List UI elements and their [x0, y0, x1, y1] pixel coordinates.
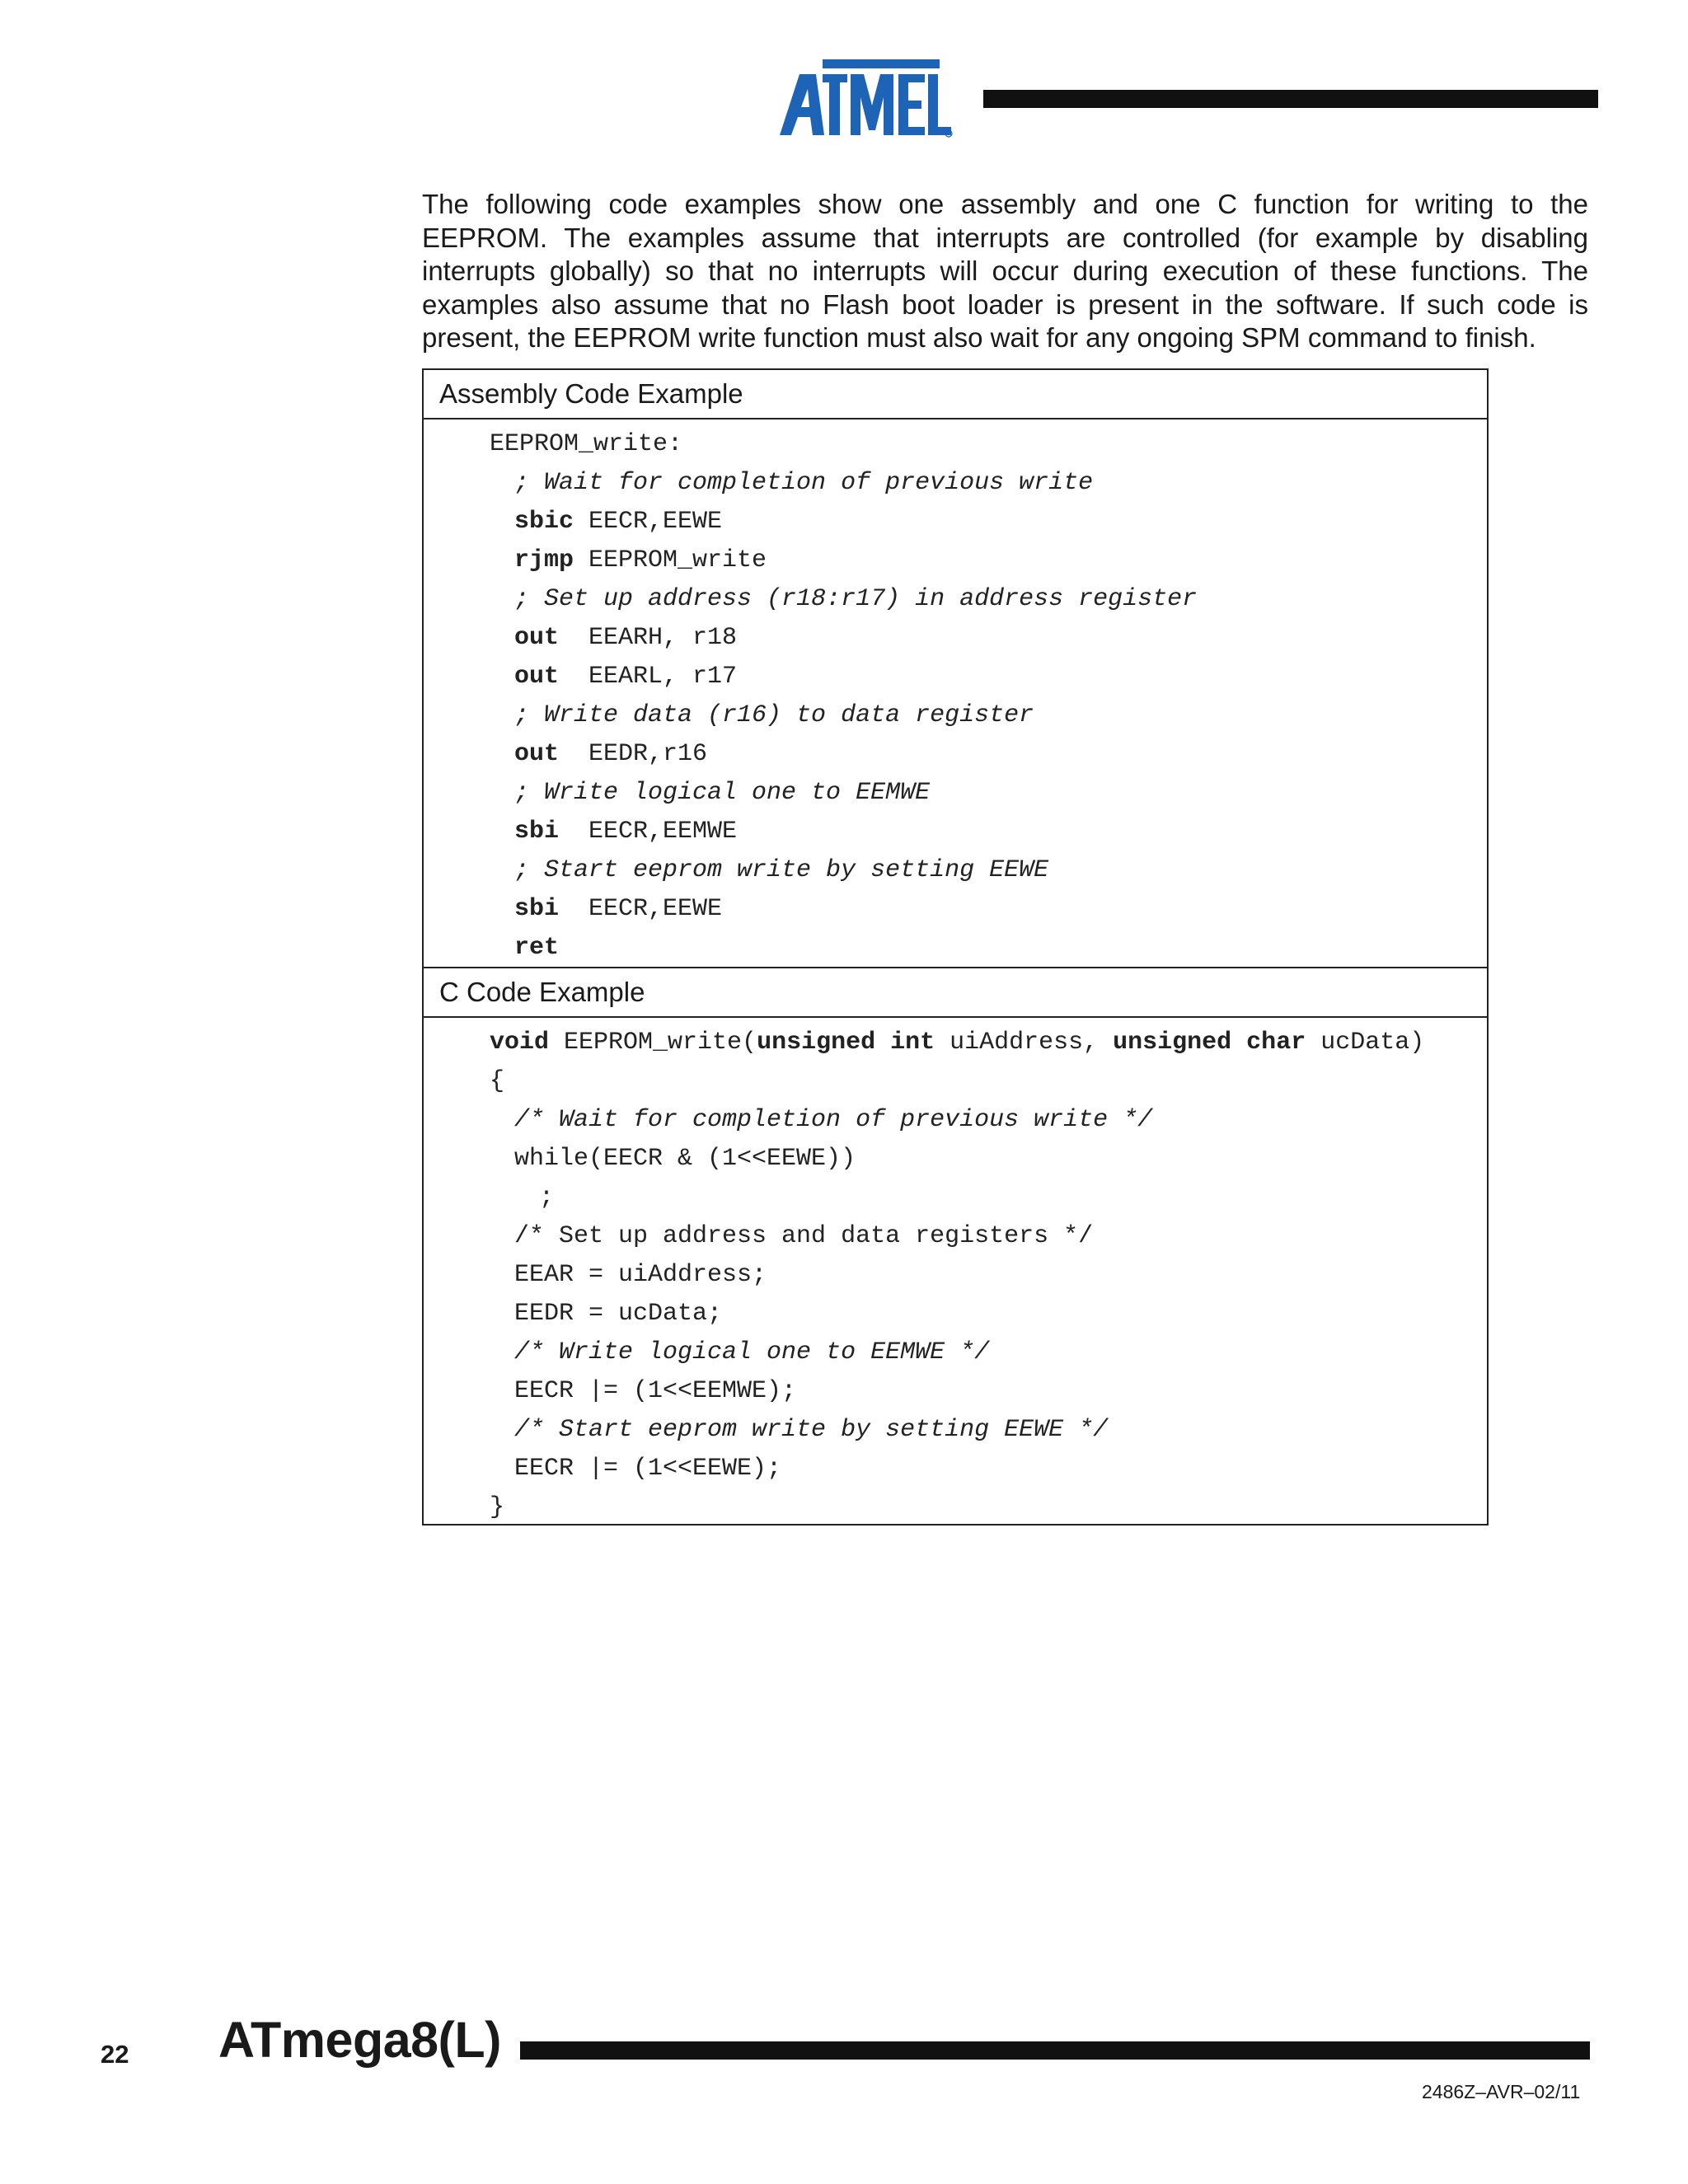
code-line: [514, 1105, 1152, 1135]
code-text: ;: [539, 1183, 555, 1212]
code-line: [490, 429, 682, 459]
code-text: EEDR,r16: [559, 740, 708, 768]
intro-paragraph: The following code examples show one assembly and one C function for writing to the EEPROM. The examples assume that interrupts are controlled (for example by disabling interrupts globally) so that no interrupts will occur during execution of these functions. The examples also assume that no Flash boot loader is present in the software. If such code is present, the EEPROM write function must also wait for any ongoing SPM command to finish.: [422, 189, 1588, 353]
code-keyword: out: [514, 624, 560, 652]
document-code: 2486Z–AVR–02/11: [1422, 2081, 1581, 2102]
code-text: EEARH, r18: [559, 624, 738, 652]
code-text: EECR |= (1<<EEMWE);: [514, 1377, 797, 1405]
code-text: while(EECR & (1<<EEWE)): [514, 1145, 856, 1173]
code-line: [514, 1221, 1093, 1251]
code-line: [514, 817, 737, 846]
code-text: EEDR = ucData;: [514, 1300, 723, 1328]
code-line: [514, 584, 1197, 614]
code-text: EEPROM_write:: [490, 430, 683, 458]
code-keyword: void: [490, 1029, 550, 1057]
page-number: 22: [101, 2040, 129, 2069]
code-line: [490, 1066, 504, 1096]
code-text: ucData): [1306, 1029, 1425, 1057]
code-text: /* Set up address and data registers */: [514, 1222, 1094, 1250]
code-line: [514, 1299, 722, 1329]
header-rule: [983, 90, 1598, 108]
code-line: [514, 468, 1093, 498]
code-text: EEPROM_write: [574, 546, 767, 574]
code-line: [514, 778, 930, 808]
code-comment: /* Wait for completion of previous write */: [514, 1106, 1153, 1134]
code-line: [490, 1028, 1424, 1057]
code-example-table: [422, 368, 1489, 1526]
code-line: [514, 507, 722, 537]
footer-rule: [520, 2041, 1590, 2060]
code-line: [514, 662, 737, 691]
code-keyword: unsigned int: [757, 1029, 935, 1057]
code-keyword: rjmp: [514, 546, 574, 574]
code-text: }: [490, 1493, 505, 1521]
assembly-heading: Assembly Code Example: [439, 378, 743, 409]
code-comment: ; Write data (r16) to data register: [514, 701, 1034, 729]
code-line: [514, 546, 767, 575]
code-comment: /* Write logical one to EEMWE */: [514, 1338, 990, 1366]
code-keyword: unsigned char: [1113, 1029, 1306, 1057]
code-text: EECR,EEWE: [574, 508, 723, 536]
code-text: EECR,EEWE: [559, 895, 723, 923]
code-line: [539, 1183, 554, 1212]
table-divider: [424, 418, 1487, 419]
code-keyword: sbic: [514, 508, 574, 536]
code-keyword: sbi: [514, 818, 560, 846]
code-text: uiAddress,: [935, 1029, 1114, 1057]
document-title: ATmega8(L): [218, 2012, 501, 2068]
code-comment: ; Wait for completion of previous write: [514, 469, 1094, 497]
code-line: [514, 855, 1048, 885]
code-line: [514, 1338, 989, 1367]
code-line: [514, 1415, 1108, 1445]
code-keyword: sbi: [514, 895, 560, 923]
code-keyword: out: [514, 663, 560, 691]
code-line: [514, 894, 722, 924]
atmel-logo: [775, 56, 958, 138]
code-line: [514, 1260, 767, 1290]
code-text: EEARL, r17: [559, 663, 738, 691]
code-text: EECR |= (1<<EEWE);: [514, 1455, 782, 1483]
code-keyword: ret: [514, 934, 560, 962]
table-divider: [424, 1016, 1487, 1018]
code-line: [490, 1493, 504, 1522]
code-comment: ; Set up address (r18:r17) in address register: [514, 585, 1198, 613]
code-line: [514, 1376, 796, 1406]
code-text: {: [490, 1067, 505, 1095]
c-code-heading: C Code Example: [439, 977, 645, 1007]
code-keyword: out: [514, 740, 560, 768]
code-text: EEPROM_write(: [549, 1029, 757, 1057]
code-line: [514, 1144, 856, 1174]
code-line: [514, 623, 737, 653]
code-text: EEAR = uiAddress;: [514, 1261, 767, 1289]
code-line: [514, 701, 1034, 730]
code-comment: ; Start eeprom write by setting EEWE: [514, 856, 1049, 884]
code-text: EECR,EEMWE: [559, 818, 738, 846]
code-line: [514, 1454, 781, 1483]
code-comment: /* Start eeprom write by setting EEWE */: [514, 1416, 1109, 1444]
code-line: [514, 933, 559, 963]
code-line: [514, 739, 707, 769]
code-comment: ; Write logical one to EEMWE: [514, 779, 931, 807]
